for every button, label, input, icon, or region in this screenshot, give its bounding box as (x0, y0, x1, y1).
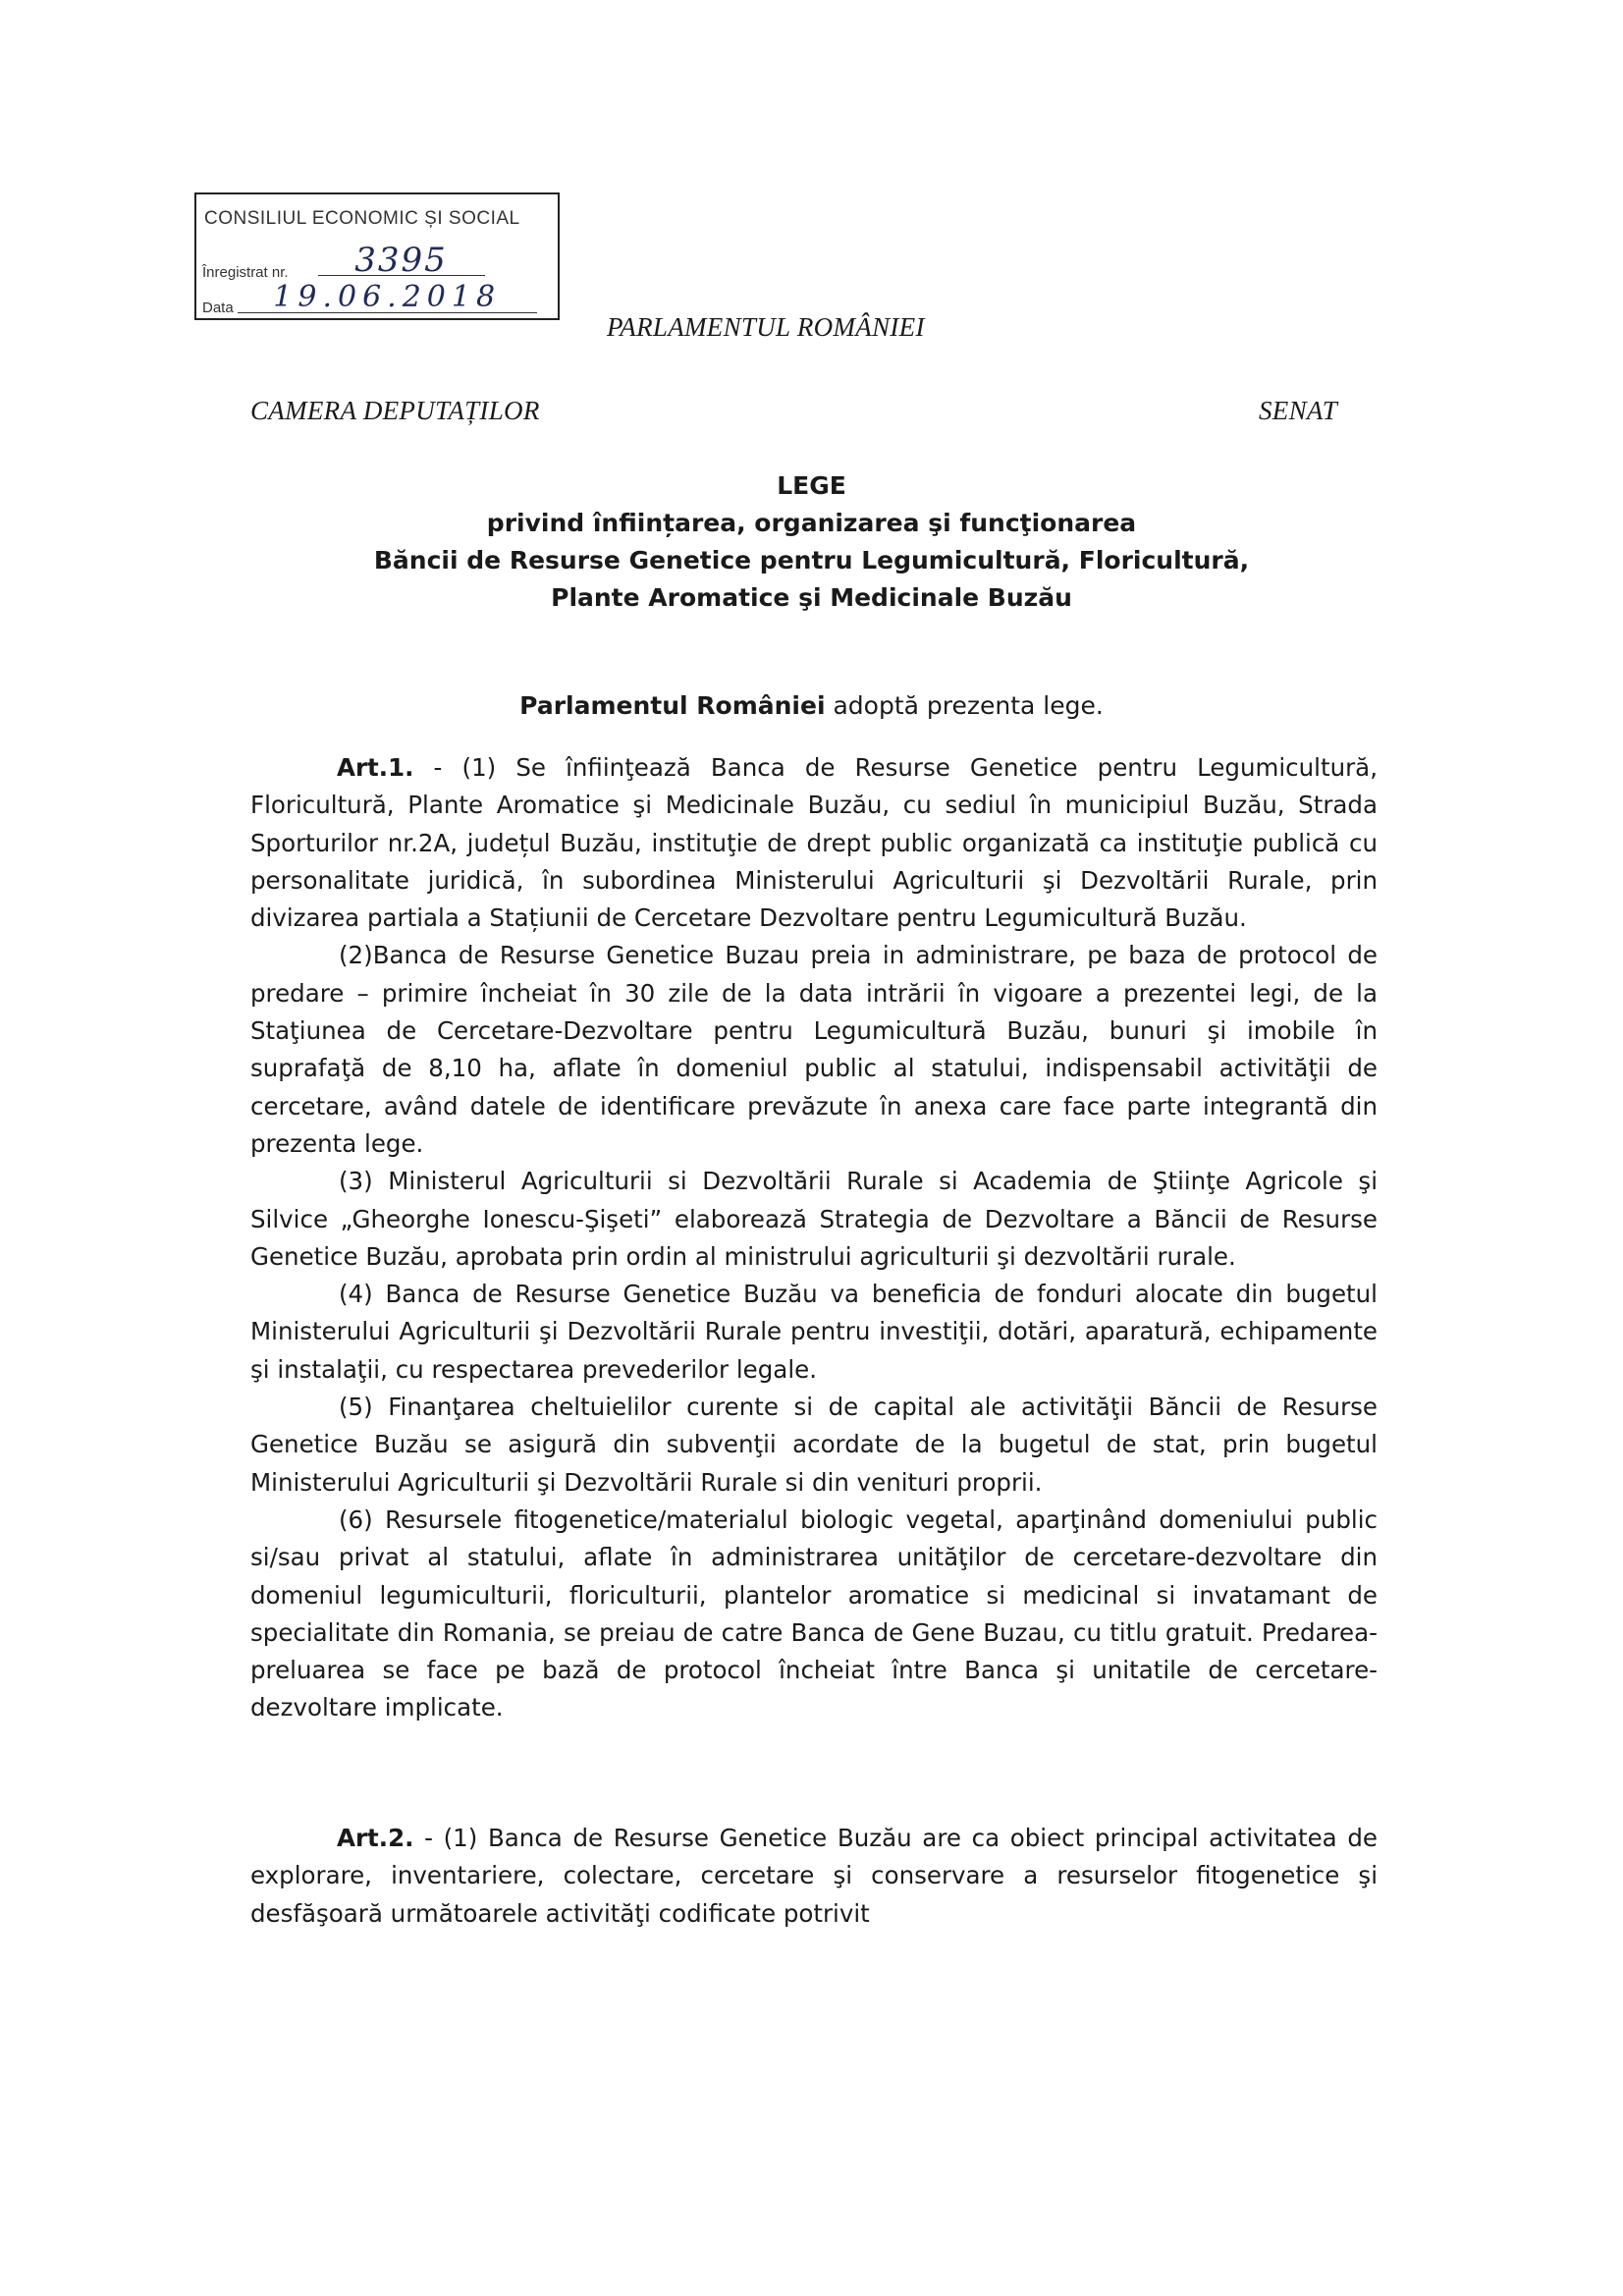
article-1-label: Art.1. (337, 753, 414, 782)
registration-stamp (194, 192, 560, 320)
stamp-date-value: 19.06.2018 (238, 283, 537, 313)
law-title-line-1: LEGE (777, 471, 846, 500)
article-1-paragraph-1-text: - (1) Se înfiinţează Banca de Resurse Genetice pentru Legumicultură, Floricultură, Plante Aromatice şi Medicinale Buzău, cu sediul în municipiul Buzău, Strada Sporturilor nr.2A, județul Buzău, instituţie de drept public organizată ca instituţie publică cu personalitate juridică, în subordinea Ministerului Agriculturii şi Dezvoltării Rurale, prin divizarea partiala a Stațiunii de Cercetare Dezvoltare pentru Legumicultură Buzău. (250, 753, 1378, 933)
law-title-line-2: privind înființarea, organizarea şi funcţionarea (486, 509, 1137, 537)
article-1 (250, 749, 1378, 1727)
article-1-paragraph-3: (3) Ministerul Agriculturii si Dezvoltării Rurale si Academia de Ştiinţe Agricole şi Silvice „Gheorghe Ionescu-Şişeti” elaborează Strategia de Dezvoltare a Băncii de Resurse Genetice Buzău, aprobata prin ordin al ministrului agriculturii şi dezvoltării rurale. (250, 1167, 1378, 1271)
article-2-paragraph-1-text: - (1) Banca de Resurse Genetice Buzău are ca obiect principal activitatea de explorare, inventariere, colectare, cercetare şi conservare a resurselor fitogenetice şi desfăşoară următoarele activităţi codificate potrivit (250, 1824, 1378, 1928)
article-2-paragraph-1 (250, 1820, 1378, 1933)
article-1-paragraph-5: (5) Finanţarea cheltuielilor curente si de capital ale activităţii Băncii de Resurse Genetice Buzău se asigură din subvenţii acordate de la bugetul de stat, prin bugetul Ministerului Agriculturii şi Dezvoltării Rurale si din venituri proprii. (250, 1393, 1378, 1497)
stamp-institution: CONSILIUL ECONOMIC ȘI SOCIAL (204, 208, 520, 229)
article-1-paragraph-6: (6) Resursele fitogenetice/materialul biologic vegetal, aparţinând domeniului public si/sau privat al statului, aflate în administrarea unităţilor de cercetare-dezvoltare din domeniul legumiculturii, floriculturii, plantelor aromatice si medicinal si invatamant de specialitate din Romania, se preiau de catre Banca de Gene Buzau, cu titlu gratuit. Predarea-preluarea se face pe bază de protocol încheiat între Banca şi unitatile de cercetare-dezvoltare implicate. (250, 1504, 1378, 1722)
article-2 (250, 1820, 1378, 1933)
adoption-statement-bold: Parlamentul României (519, 691, 826, 720)
chamber-deputies-heading: CAMERA DEPUTAȚILOR (250, 396, 540, 425)
stamp-registration-label: Înregistrat nr. (202, 264, 289, 281)
stamp-date-label: Data (202, 300, 234, 316)
law-title-line-4: Plante Aromatice şi Medicinale Buzău (551, 583, 1072, 612)
senate-heading: SENAT (1259, 396, 1338, 425)
parliament-heading: PARLAMENTUL ROMÂNIEI (607, 312, 925, 342)
stamp-registration-line (202, 241, 485, 282)
stamp-registration-number: 3395 (318, 246, 485, 276)
article-1-paragraph-2: (2)Banca de Resurse Genetice Buzau preia in administrare, pe baza de protocol de predare – primire încheiat în 30 zile de la data intrării în vigoare a prezentei legi, de la Staţiunea de Cercetare-Dezvoltare pentru Legumicultură Buzău, bunuri şi imobile în suprafaţă de 8,10 ha, aflate în domeniul public al statului, indispensabil activităţii de cercetare, având datele de identificare prevăzute în anexa care face parte integrantă din prezenta lege. (250, 941, 1378, 1158)
adoption-statement-rest: adoptă prezenta lege. (825, 691, 1104, 720)
article-1-paragraph-4: (4) Banca de Resurse Genetice Buzău va beneficia de fonduri alocate din bugetul Ministerului Agriculturii şi Dezvoltării Rurale pentru investiţii, dotări, aparatură, echipamente şi instalaţii, cu respectarea prevederilor legale. (250, 1280, 1378, 1384)
stamp-date-line (202, 280, 537, 319)
law-title-line-3: Băncii de Resurse Genetice pentru Legumicultură, Floricultură, (373, 546, 1250, 574)
article-2-label: Art.2. (337, 1824, 414, 1852)
article-1-paragraph-1 (250, 749, 1378, 937)
adoption-statement (196, 687, 1427, 725)
